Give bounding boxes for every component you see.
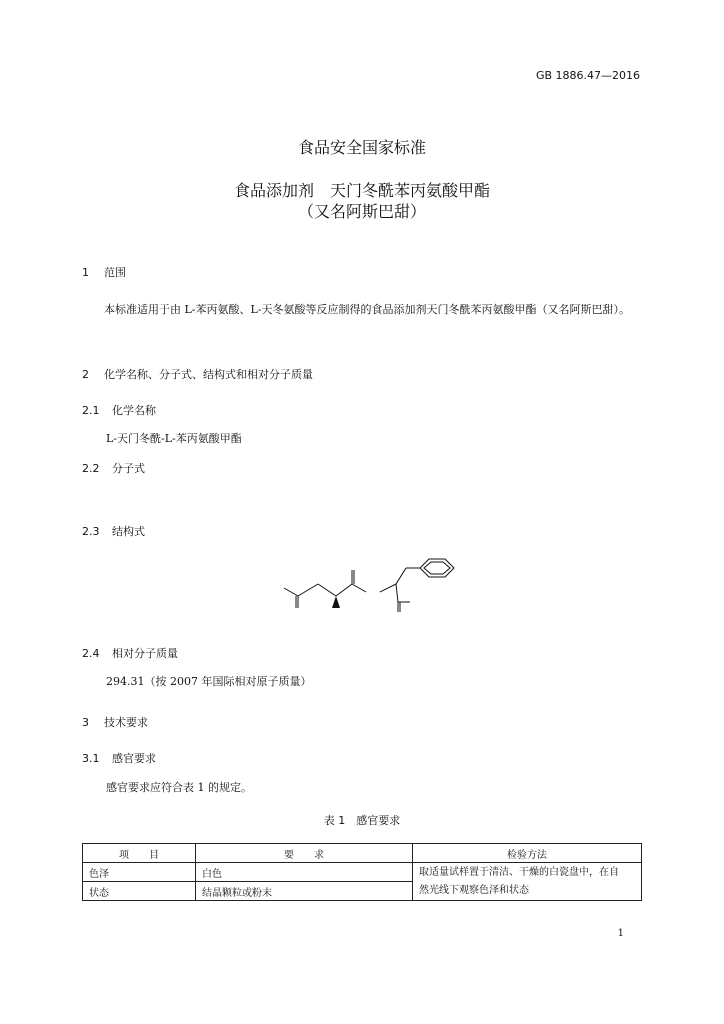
section-title: 分子式 [112, 462, 145, 475]
standard-code: GB 1886.47—2016 [535, 69, 640, 82]
section-2-4-heading [82, 645, 178, 661]
section-title: 结构式 [112, 525, 145, 538]
molecular-weight: 294.31（按 2007 年国际相对原子质量） [106, 675, 312, 688]
section-number: 2.3 [82, 525, 100, 538]
section-1-text: 本标准适用于由 L-苯丙氨酸、L-天冬氨酸等反应制得的食品添加剂天门冬酰苯丙氨酸甲酯（又名阿斯巴甜）。 [104, 303, 631, 316]
table-header: 要 求 [196, 844, 413, 863]
document-title: 食品安全国家标准 [297, 138, 426, 157]
section-number: 3.1 [82, 752, 100, 765]
table-cell: 结晶颗粒或粉末 [196, 882, 413, 901]
table-header-row [83, 844, 642, 863]
section-title: 化学名称、分子式、结构式和相对分子质量 [104, 368, 313, 381]
section-title: 化学名称 [112, 404, 156, 417]
section-2-3-heading [82, 523, 145, 539]
section-title: 感官要求 [112, 752, 156, 765]
section-title: 相对分子质量 [112, 647, 178, 660]
table-cell: 状态 [83, 882, 196, 901]
section-number: 1 [82, 266, 89, 279]
section-3-1-heading [82, 750, 156, 766]
method-line: 取适量试样置于清洁、干燥的白瓷盘中，在自 [419, 866, 619, 878]
standard-name: 食品添加剂 天门冬酰苯丙氨酸甲酯 [233, 181, 490, 200]
table-row [83, 863, 642, 882]
section-number: 2.1 [82, 404, 100, 417]
sensory-requirements-table [82, 843, 642, 901]
table-cell: 白色 [196, 863, 413, 882]
chemical-name: L-天门冬酰-L-苯丙氨酸甲酯 [106, 432, 242, 445]
section-2-2-heading [82, 460, 145, 476]
page-number: 1 [617, 928, 624, 939]
structural-formula [258, 556, 478, 624]
section-number: 2.4 [82, 647, 100, 660]
method-line: 然光线下观察色泽和状态 [419, 884, 529, 896]
table-header: 检验方法 [413, 844, 642, 863]
section-title: 范围 [104, 266, 126, 279]
table-caption: 表 1 感官要求 [323, 814, 401, 827]
section-number: 3 [82, 716, 89, 729]
table-header: 项 目 [83, 844, 196, 863]
section-2-heading [82, 366, 313, 382]
section-2-1-heading [82, 402, 156, 418]
standard-alias: （又名阿斯巴甜） [297, 202, 426, 221]
table-cell: 色泽 [83, 863, 196, 882]
sensory-requirement-text: 感官要求应符合表 1 的规定。 [106, 781, 252, 794]
section-number: 2 [82, 368, 89, 381]
section-3-heading [82, 714, 148, 730]
section-number: 2.2 [82, 462, 100, 475]
table-cell-method [413, 863, 642, 901]
section-1-heading [82, 264, 126, 280]
section-title: 技术要求 [104, 716, 148, 729]
